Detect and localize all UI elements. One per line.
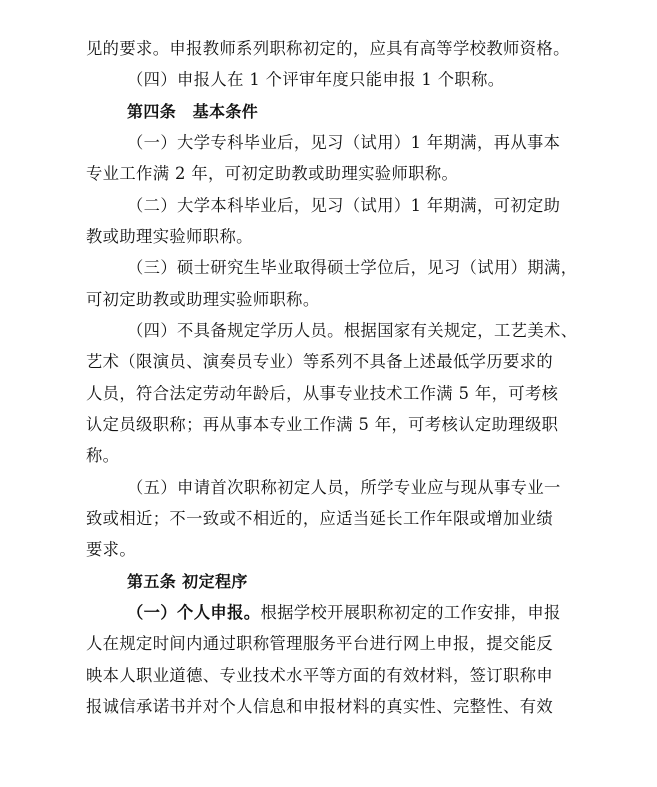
paragraph-line: 专业工作满 2 年，可初定助教或助理实验师职称。 — [86, 164, 459, 183]
paragraph-line: 艺术（限演员、演奏员专业）等系列不具备上述最低学历要求的 — [86, 352, 554, 371]
paragraph-line: （五）申请首次职称初定人员，所学专业应与现从事专业一 — [127, 478, 561, 497]
paragraph-line: （四）不具备规定学历人员。根据国家有关规定，工艺美术、 — [127, 321, 578, 340]
paragraph-line: 人在规定时间内通过职称管理服务平台进行网上申报，提交能反 — [86, 634, 554, 653]
paragraph-line: 报诚信承诺书并对个人信息和申报材料的真实性、完整性、有效 — [86, 697, 554, 716]
paragraph-line: 人员，符合法定劳动年龄后，从事专业技术工作满 5 年，可考核 — [86, 384, 559, 403]
paragraph-line: 称。 — [86, 446, 120, 465]
paragraph-line: （三）硕士研究生毕业取得硕士学位后，见习（试用）期满， — [127, 258, 578, 277]
paragraph-line — [127, 597, 561, 628]
paragraph-line: 要求。 — [86, 540, 137, 559]
paragraph-line: （二）大学本科毕业后，见习（试用）1 年期满，可初定助 — [127, 196, 561, 215]
paragraph-line: 可初定助教或助理实验师职称。 — [86, 290, 320, 309]
paragraph-text: 根据学校开展职称初定的工作安排，申报 — [260, 603, 561, 622]
bold-lead-phrase: （一）个人申报。 — [127, 603, 261, 622]
paragraph-line: （一）大学专科毕业后，见习（试用）1 年期满，再从事本 — [127, 133, 561, 152]
paragraph-line: 见的要求。申报教师系列职称初定的，应具有高等学校教师资格。 — [86, 39, 570, 58]
section-heading-article-5: 第五条 初定程序 — [127, 572, 248, 591]
paragraph-line: 致或相近；不一致或不相近的，应适当延长工作年限或增加业绩 — [86, 509, 554, 528]
paragraph-line: 认定员级职称；再从事本专业工作满 5 年，可考核认定助理级职 — [86, 415, 559, 434]
paragraph-line: 教或助理实验师职称。 — [86, 227, 253, 246]
paragraph-line: 映本人职业道德、专业技术水平等方面的有效材料，签订职称申 — [86, 666, 554, 685]
paragraph-line: （四）申报人在 1 个评审年度只能申报 1 个职称。 — [127, 70, 505, 89]
section-heading-article-4: 第四条 基本条件 — [127, 102, 259, 121]
